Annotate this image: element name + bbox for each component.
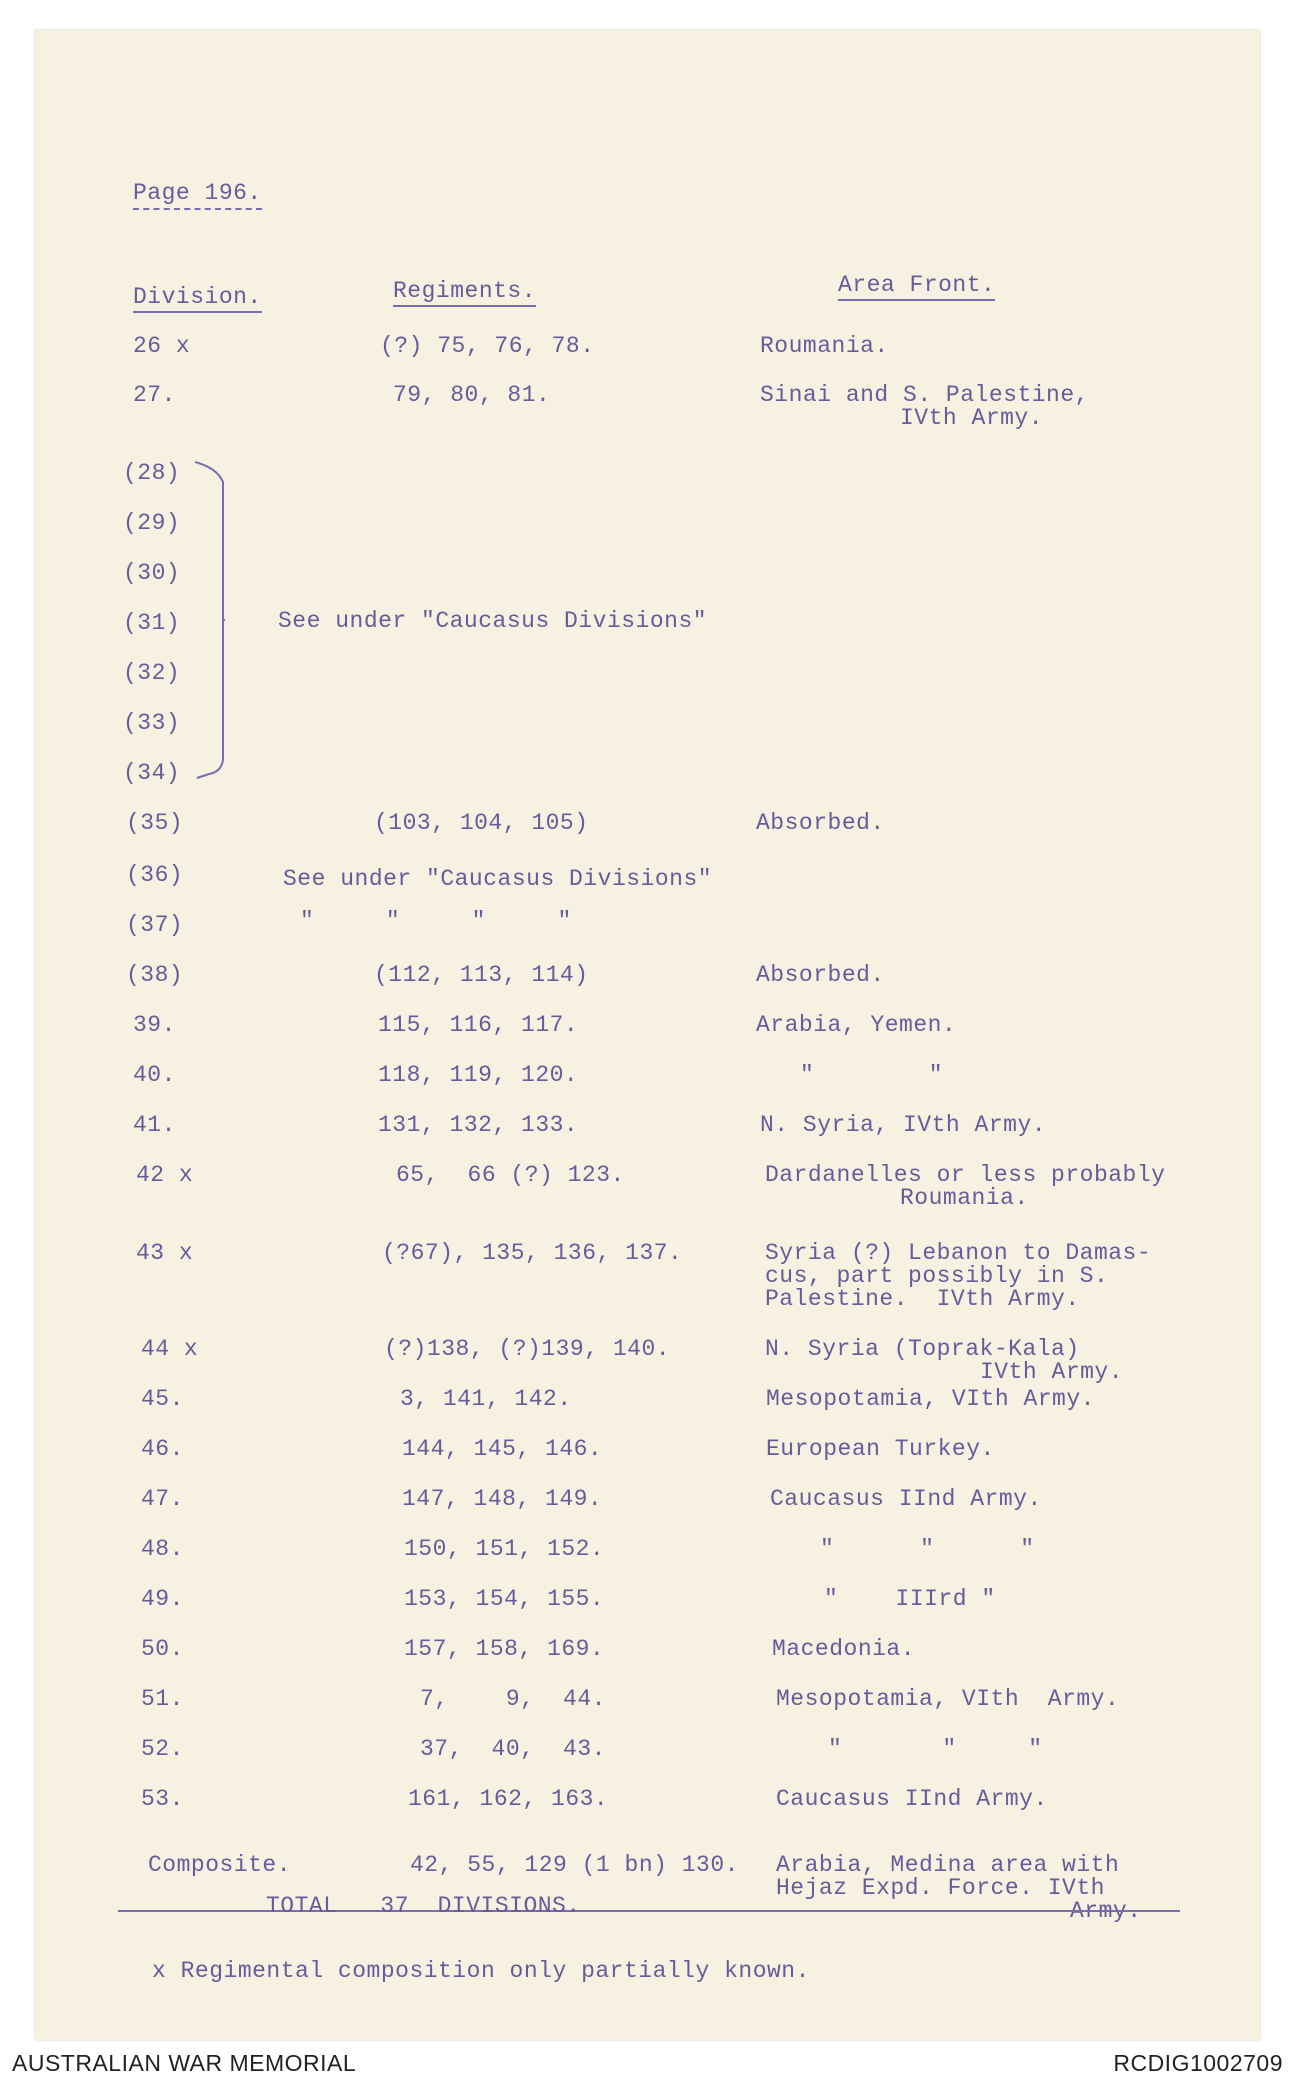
regiments-cell: 144, 145, 146. [402,1436,603,1462]
division-number: 46. [141,1436,184,1462]
division-number: 52. [141,1736,184,1762]
division-number: (30) [123,560,181,586]
division-number: (38) [126,962,184,988]
header-area-front: Area Front. [838,272,995,301]
area-front-cell: " " " [820,1536,1035,1562]
area-front-cell: Arabia, Yemen. [756,1012,957,1038]
division-number: (36) [126,862,184,888]
area-front-cell: Macedonia. [772,1636,916,1662]
area-front-cell: Hejaz Expd. Force. IVth [776,1875,1105,1901]
regiments-cell: 37, 40, 43. [420,1736,606,1762]
division-number: (32) [123,660,181,686]
area-front-cell: IVth Army. [980,1359,1124,1385]
regiments-cell: 65, 66 (?) 123. [396,1162,625,1188]
area-front-cell: Sinai and S. Palestine, [760,382,1089,408]
area-front-cell: Caucasus IInd Army. [770,1486,1042,1512]
area-front-cell: Syria (?) Lebanon to Damas- [765,1240,1152,1266]
area-front-cell: Dardanelles or less probably [765,1162,1166,1188]
bracket-brace [195,460,225,780]
regiments-cell: (103, 104, 105) [374,810,589,836]
regiments-cell: 3, 141, 142. [400,1386,572,1412]
division-number: (31) [123,610,181,636]
regiments-cell: 153, 154, 155. [404,1586,605,1612]
footer-identifier: RCDIG1002709 [1113,2050,1283,2076]
division-number: 43 x [136,1240,194,1266]
regiments-cell: 147, 148, 149. [402,1486,603,1512]
division-number: 27. [133,382,176,408]
footer-institution: AUSTRALIAN WAR MEMORIAL [12,2050,357,2076]
division-number: Composite. [148,1852,292,1878]
division-number: 51. [141,1686,184,1712]
regiments-cell: 7, 9, 44. [420,1686,606,1712]
area-front-cell: cus, part possibly in S. [765,1263,1109,1289]
caucasus-divisions-note: See under "Caucasus Divisions" [278,608,708,634]
division-number: (35) [126,810,184,836]
ditto-marks-37: " " " " [300,908,572,934]
area-front-cell: Roumania. [760,333,889,359]
regiments-cell: 157, 158, 169. [404,1636,605,1662]
area-front-cell: Arabia, Medina area with [776,1852,1120,1878]
document-page [35,30,1260,2040]
area-front-cell: Caucasus IInd Army. [776,1786,1048,1812]
footnote: x Regimental composition only partially known. [152,1958,810,1984]
area-front-cell: " IIIrd " [824,1586,996,1612]
page-label: Page 196. [133,180,262,210]
area-front-cell: European Turkey. [766,1436,995,1462]
division-number: 44 x [141,1336,199,1362]
area-front-cell: Roumania. [900,1185,1029,1211]
area-front-cell: Absorbed. [756,962,885,988]
caucasus-divisions-note-36: See under "Caucasus Divisions" [283,866,713,892]
division-number: 47. [141,1486,184,1512]
regiments-cell: 161, 162, 163. [408,1786,609,1812]
division-number: (33) [123,710,181,736]
division-number: 49. [141,1586,184,1612]
division-number: 42 x [136,1162,194,1188]
area-front-cell: IVth Army. [900,405,1044,431]
division-number: 26 x [133,333,191,359]
area-front-cell: Absorbed. [756,810,885,836]
header-regiments: Regiments. [393,278,536,307]
area-front-cell: N. Syria (Toprak-Kala) [765,1336,1080,1362]
regiments-cell: 115, 116, 117. [378,1012,579,1038]
regiments-cell: 131, 132, 133. [378,1112,579,1138]
regiments-cell: (?67), 135, 136, 137. [382,1240,683,1266]
division-number: (28) [123,460,181,486]
regiments-cell: (?)138, (?)139, 140. [384,1336,671,1362]
division-number: 48. [141,1536,184,1562]
header-division: Division. [133,284,262,313]
area-front-cell: " " [800,1062,944,1088]
regiments-cell: (112, 113, 114) [374,962,589,988]
regiments-cell: 42, 55, 129 (1 bn) 130. [410,1852,739,1878]
division-number: 41. [133,1112,176,1138]
division-number: 53. [141,1786,184,1812]
area-front-cell: Mesopotamia, VIth Army. [766,1386,1095,1412]
area-front-cell: Mesopotamia, VIth Army. [776,1686,1120,1712]
regiments-cell: (?) 75, 76, 78. [380,333,595,359]
division-number: 50. [141,1636,184,1662]
total-divisions: TOTAL 37 DIVISIONS. [266,1893,581,1919]
regiments-cell: 150, 151, 152. [404,1536,605,1562]
area-front-cell: " " " [828,1736,1043,1762]
division-number: (34) [123,760,181,786]
division-number: 39. [133,1012,176,1038]
area-front-cell: Palestine. IVth Army. [765,1286,1080,1312]
division-number: (29) [123,510,181,536]
division-number: (37) [126,912,184,938]
division-number: 40. [133,1062,176,1088]
regiments-cell: 79, 80, 81. [393,382,551,408]
division-number: 45. [141,1386,184,1412]
area-front-cell: N. Syria, IVth Army. [760,1112,1047,1138]
area-front-cell: Army. [1070,1898,1142,1924]
regiments-cell: 118, 119, 120. [378,1062,579,1088]
